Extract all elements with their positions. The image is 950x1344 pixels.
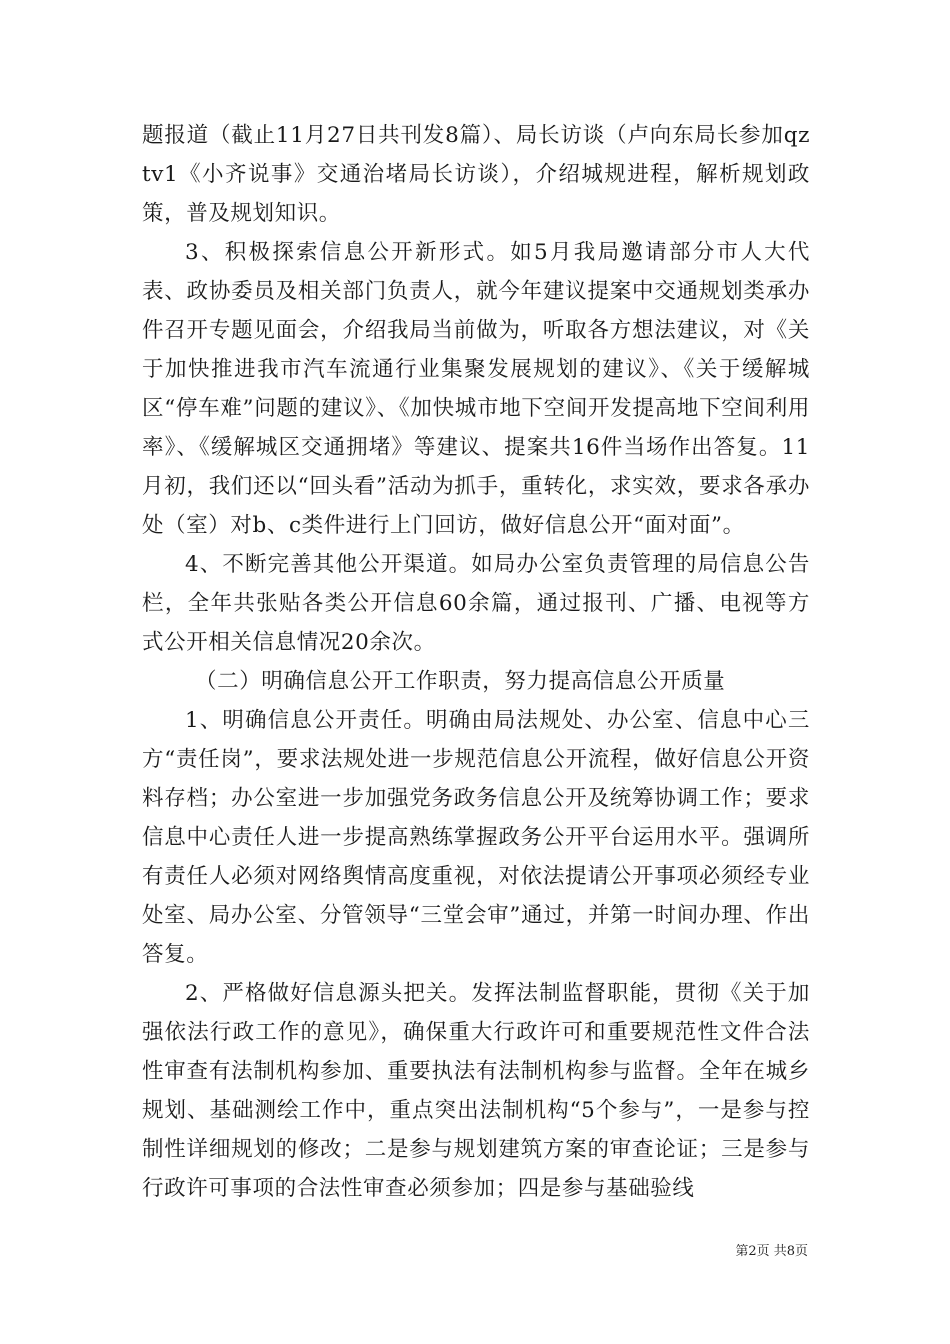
document-body [142,116,810,1208]
section-heading: （二）明确信息公开工作职责，努力提高信息公开质量 [195,669,726,694]
paragraph-2: 3、积极探索信息公开新形式。如5月我局邀请部分市人大代表、政协委员及相关部门负责人，就今年建议提案中交通规划类承办件召开专题见面会，介绍我局当前做为，听取各方想法建议，对《关于加快推进我市汽车流通行业集聚发展规划的建议》、《关于缓解城区“停车难”问题的建议》、《加快城市地下空间开发提高地下空间利用率》、《缓解城区交通拥堵》等建议、提案共16件当场作出答复。11月初，我们还以“回头看”活动为抓手，重转化，求实效，要求各承办处（室）对b、c类件进行上门回访，做好信息公开“面对面”。 [142,240,810,538]
paragraph-4: 1、明确信息公开责任。明确由局法规处、办公室、信息中心三方“责任岗”，要求法规处进一步规范信息公开流程，做好信息公开资料存档；办公室进一步加强党务政务信息公开及统筹协调工作；要求信息中心责任人进一步提高熟练掌握政务公开平台运用水平。强调所有责任人必须对网络舆情高度重视，对依法提请公开事项必须经专业处室、局办公室、分管领导“三堂会审”通过，并第一时间办理、作出答复。 [142,708,810,967]
page-number-footer: 第2页 共8页 [735,1244,808,1259]
paragraph-5: 2、严格做好信息源头把关。发挥法制监督职能，贯彻《关于加强依法行政工作的意见》，确保重大行政许可和重要规范性文件合法性审查有法制机构参加、重要执法有法制机构参与监督。全年在城乡规划、基础测绘工作中，重点突出法制机构“5个参与”，一是参与控制性详细规划的修改；二是参与规划建筑方案的审查论证；三是参与行政许可事项的合法性审查必须参加；四是参与基础验线 [142,981,810,1201]
paragraph-3: 4、不断完善其他公开渠道。如局办公室负责管理的局信息公告栏，全年共张贴各类公开信息60余篇，通过报刊、广播、电视等方式公开相关信息情况20余次。 [142,552,810,655]
paragraph-1: 题报道（截止11月27日共刊发8篇）、局长访谈（卢向东局长参加qztv1《小齐说事》交通治堵局长访谈），介绍城规进程，解析规划政策，普及规划知识。 [142,123,810,226]
